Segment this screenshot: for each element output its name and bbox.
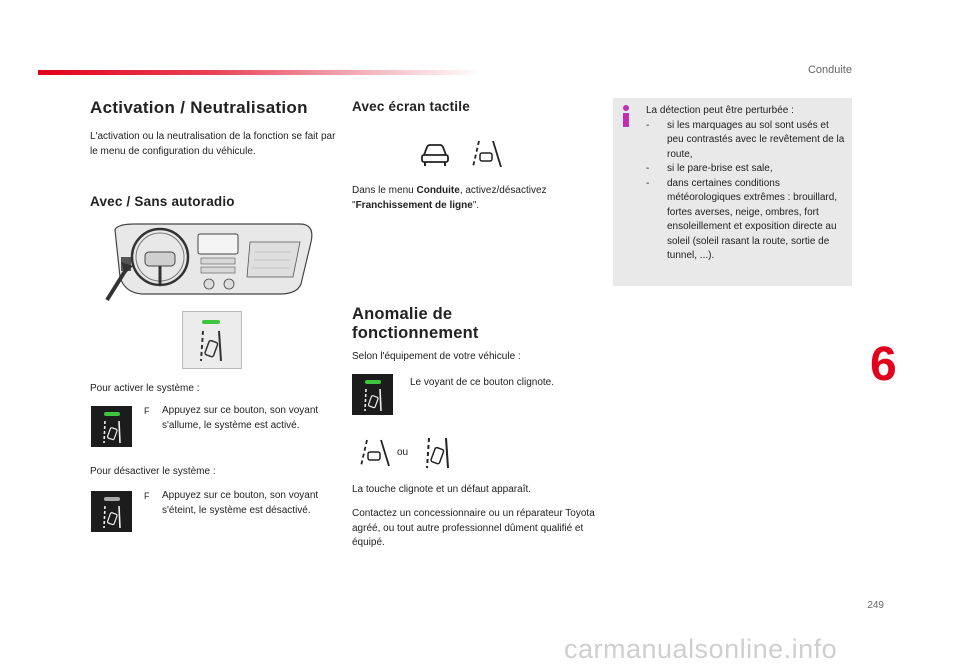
led-on-indicator — [365, 380, 381, 384]
blink-text: Le voyant de ce bouton clignote. — [410, 377, 554, 388]
deactivate-bullet-text: Appuyez sur ce bouton, son voyant s'éteint, le système est désactivé. — [162, 490, 319, 516]
info-content — [646, 104, 846, 264]
activate-bullet-text: Appuyez sur ce bouton, son voyant s'allume, le système est activé. — [162, 405, 319, 431]
lane-keeping-fault-icon — [360, 439, 390, 467]
dashboard-illustration — [105, 222, 320, 302]
fault-text: La touche clignote et un défaut apparaît. — [352, 484, 532, 495]
text-fragment: ". — [472, 199, 480, 211]
lane-departure-icon — [101, 420, 123, 444]
anomaly-title-line1: Anomalie de — [352, 305, 453, 323]
lane-departure-icon — [101, 505, 123, 529]
subtitle-autoradio: Avec / Sans autoradio — [90, 194, 235, 209]
lane-button-illustration — [182, 311, 242, 369]
deactivate-label: Pour désactiver le système : — [90, 466, 216, 477]
info-item — [646, 177, 846, 264]
menu-name: Conduite — [416, 185, 460, 196]
dash-marker: - — [646, 163, 650, 174]
lane-departure-icon — [362, 388, 384, 412]
touchscreen-text — [352, 184, 587, 213]
section-title: Conduite — [807, 64, 852, 76]
menu-item-name: Franchissement de ligne — [355, 199, 473, 211]
button-off-tile — [91, 491, 132, 532]
page-title: Activation / Neutralisation — [90, 98, 308, 117]
watermark: carmanualsonline.info — [564, 634, 838, 664]
deactivate-bullet — [144, 489, 329, 518]
page-number: 249 — [867, 600, 884, 611]
anomaly-title — [352, 305, 479, 343]
info-item — [646, 162, 846, 177]
info-item-text: si le pare-brise est sale, — [667, 163, 773, 174]
anomaly-title-line2: fonctionnement — [352, 324, 479, 342]
button-blink-tile — [352, 374, 393, 415]
info-icon — [619, 104, 633, 128]
header-accent-bar — [38, 70, 483, 75]
intro-text: L'activation ou la neutralisation de la fonction se fait par le menu de configuration du véhicule. — [90, 131, 336, 157]
info-item-text: si les marquages au sol sont usés et peu contrastés avec le revêtement de la route, — [667, 119, 845, 160]
info-lead: La détection peut être perturbée : — [646, 105, 794, 116]
or-label: ou — [397, 447, 409, 458]
dash-marker: - — [646, 119, 650, 131]
led-on-indicator — [104, 412, 120, 416]
text-fragment: Dans le menu — [352, 185, 417, 196]
lane-departure-icon — [197, 329, 225, 363]
activate-label: Pour activer le système : — [90, 383, 200, 394]
lane-departure-fault-icon — [423, 436, 453, 470]
activate-bullet — [144, 404, 329, 433]
info-item-text: dans certaines conditions météorologiques extrêmes : brouillard, fortes averses, neige, ombres, fort ensoleillement et exposition directe au soleil (soleil rasant la route, sortie de tunnel, ...). — [667, 177, 838, 261]
dash-marker: - — [646, 177, 650, 189]
led-off-indicator — [104, 497, 120, 501]
info-item — [646, 119, 846, 163]
anomaly-intro: Selon l'équipement de votre véhicule : — [352, 351, 521, 362]
bullet-marker: F — [144, 491, 150, 501]
bullet-marker: F — [144, 406, 150, 416]
touchscreen-title: Avec écran tactile — [352, 99, 470, 114]
led-on-indicator — [202, 320, 220, 324]
button-on-tile — [91, 406, 132, 447]
text-fragment: , activez/désactivez " — [352, 185, 547, 211]
contact-text: Contactez un concessionnaire ou un réparateur Toyota agréé, ou tout autre professionnel dûment qualifié et équipé. — [352, 508, 595, 548]
chapter-number: 6 — [870, 338, 897, 391]
lane-keeping-icon — [472, 140, 502, 168]
car-front-icon — [420, 143, 450, 167]
